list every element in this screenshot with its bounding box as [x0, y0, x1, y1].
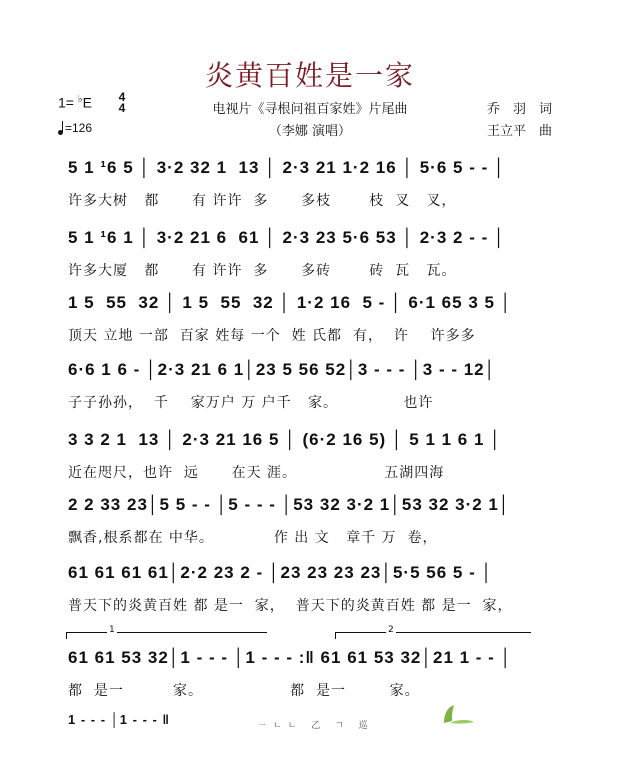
- subtitle: 电视片《寻根问祖百家姓》片尾曲: [212, 102, 408, 117]
- composer-credit: 王立平 曲: [487, 124, 553, 139]
- notation: 61 61 53 32│1 - - - │1 - - - :‖ 61 61 53 32│21 1 - - │: [68, 648, 513, 667]
- lyricist-credit: 乔 羽 词: [487, 102, 553, 117]
- time-signature: [116, 92, 128, 114]
- notation: 5 1 ¹6 1 │ 3·2 21 6 61 │ 2·3 23 5·6 53 │ 2·3 2 - - │: [68, 228, 506, 247]
- time-top: 4: [118, 90, 126, 104]
- score-line: [0, 563, 620, 633]
- lyrics: 近在咫尺，也许 远 在天 涯。 五湖四海: [68, 465, 445, 481]
- tempo-marking: [58, 121, 92, 135]
- lyrics: 普天下的炎黄百姓 都 是一 家， 普天下的炎黄百姓 都 是一 家，: [68, 598, 513, 614]
- tempo-value: =126: [65, 121, 93, 135]
- lyrics: 子子孙孙， 千 家万户 万 户千 家。 也许: [68, 395, 434, 411]
- lyrics: 飘香,根系都在 中华。 作 出 文 章千 万 卷，: [68, 530, 438, 546]
- notation: 5 1 ¹6 5 │ 3·2 32 1 13 │ 2·3 21 1·2 16 │ 5·6 5 - - │: [68, 158, 506, 177]
- score-line: [0, 360, 620, 430]
- singer: （李娜 演唱）: [268, 124, 352, 139]
- lyrics: 许多大树 都 有 许许 多 多枝 枝 叉 叉，: [68, 193, 457, 209]
- notation: 2 2 33 23│5 5 - - │5 - - - │53 32 3·2 1│53 32 3·2 1│: [68, 495, 511, 514]
- watermark-text: ㄧㄴㄴ 乙 ㄱ 巡: [258, 721, 374, 731]
- score-line: [0, 228, 620, 298]
- score-line: [0, 430, 620, 500]
- first-ending-bracket: [66, 625, 267, 639]
- volta-number: 1: [109, 625, 115, 635]
- volta-number: 2: [388, 625, 394, 635]
- key-signature: [58, 94, 92, 111]
- notation: 1 5 55 32 │ 1 5 55 32 │ 1·2 16 5 - │ 6·1 65 3 5 │: [68, 293, 513, 312]
- quarter-note-icon: [58, 130, 63, 135]
- lyrics: 顶天 立地 一部 百家 姓每 一个 姓 氏都 有， 许 许多多: [68, 328, 476, 344]
- lyrics: 都 是一 家。 都 是一 家。: [68, 683, 420, 699]
- key-note: E: [82, 94, 92, 111]
- score-line: [0, 648, 620, 718]
- notation: 61 61 61 61│2·2 23 2 - │23 23 23 23│5·5 56 5 - │: [68, 563, 494, 582]
- lyrics: 许多大厦 都 有 许许 多 多砖 砖 瓦 瓦。: [68, 263, 457, 279]
- notation: 1 - - - │1 - - - ‖: [68, 712, 170, 727]
- second-ending-bracket: [335, 625, 531, 639]
- flat-icon: ♭: [77, 94, 83, 105]
- key-label: 1=: [58, 94, 74, 111]
- score-line: [0, 293, 620, 363]
- score-line: [0, 495, 620, 565]
- song-title: 炎黄百姓是一家: [204, 59, 415, 92]
- notation: 6·6 1 6 - │2·3 21 6 1│23 5 56 52│3 - - - │3 - - 12│: [68, 360, 497, 379]
- leaf-logo-icon: [440, 703, 476, 725]
- notation: 3 3 2 1 13 │ 2·3 21 16 5 │ (6·2 16 5) │ 5 1 1 6 1 │: [68, 430, 502, 449]
- time-bottom: 4: [118, 101, 126, 115]
- score-line: [0, 158, 620, 228]
